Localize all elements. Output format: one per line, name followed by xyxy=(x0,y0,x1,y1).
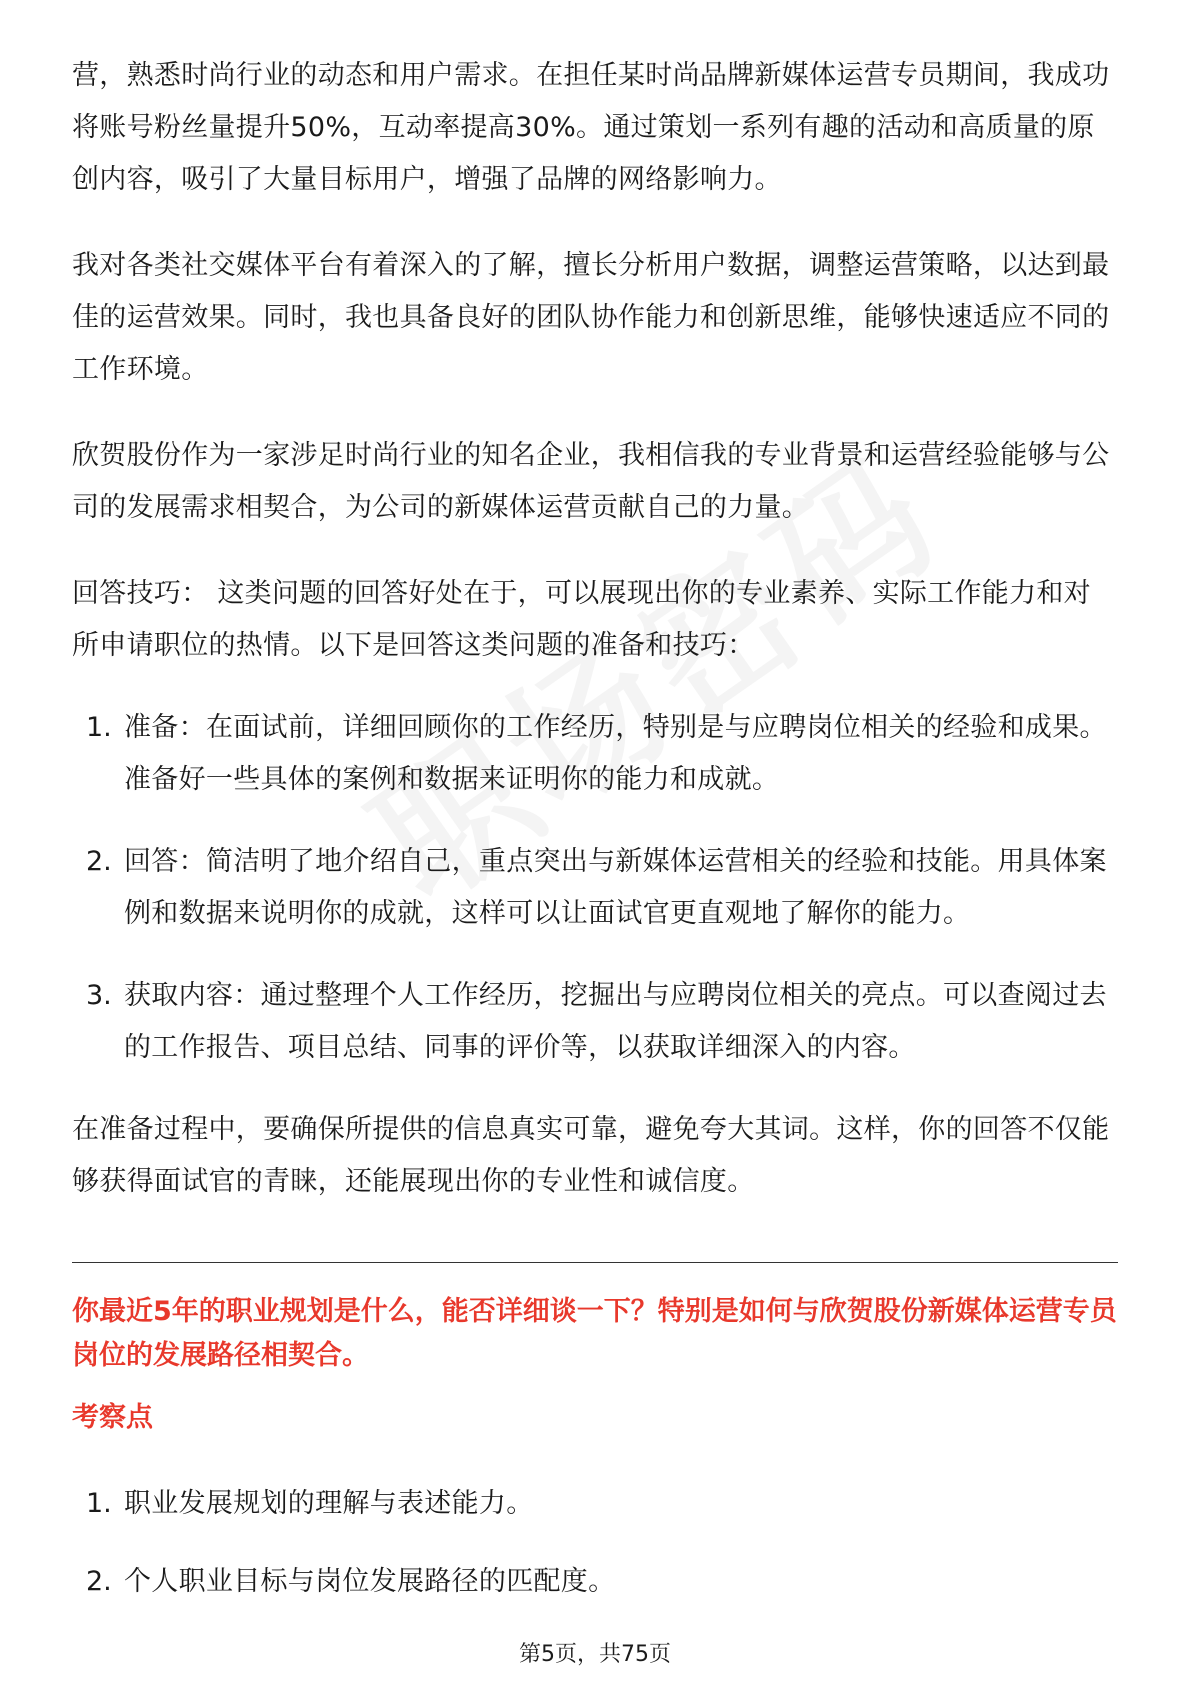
list-item-text: 准备：在面试前，详细回顾你的工作经历，特别是与应聘岗位相关的经验和成果。准备好一些具体的案例和数据来证明你的能力和成就。 xyxy=(124,712,1107,795)
list-number: 1. xyxy=(86,1488,112,1519)
page-footer: 第5页，共75页 xyxy=(519,1642,671,1667)
list-number: 2. xyxy=(86,1566,112,1597)
list-item-text: 回答：简洁明了地介绍自己，重点突出与新媒体运营相关的经验和技能。用具体案例和数据来说明你的成就，这样可以让面试官更直观地了解你的能力。 xyxy=(124,846,1107,929)
list-number: 3. xyxy=(86,980,112,1011)
paragraph-company-fit: 欣贺股份作为一家涉足时尚行业的知名企业，我相信我的专业背景和运营经验能够与公司的发展需求相契合，为公司的新媒体运营贡献自己的力量。 xyxy=(72,440,1110,523)
section-divider xyxy=(72,1262,1118,1263)
list-number: 2. xyxy=(86,846,112,877)
list-item-text: 获取内容：通过整理个人工作经历，挖掘出与应聘岗位相关的亮点。可以查阅过去的工作报告、项目总结、同事的评价等，以获取详细深入的内容。 xyxy=(124,980,1107,1063)
paragraph-skills: 我对各类社交媒体平台有着深入的了解，擅长分析用户数据，调整运营策略，以达到最佳的运营效果。同时，我也具备良好的团队协作能力和创新思维，能够快速适应不同的工作环境。 xyxy=(72,250,1110,385)
paragraph-conclusion: 在准备过程中，要确保所提供的信息真实可靠，避免夸大其词。这样，你的回答不仅能够获得面试官的青睐，还能展现出你的专业性和诚信度。 xyxy=(72,1114,1110,1197)
list-item-text: 个人职业目标与岗位发展路径的匹配度。 xyxy=(124,1566,616,1597)
interview-question: 你最近5年的职业规划是什么，能否详细谈一下？特别是如何与欣贺股份新媒体运营专员岗位的发展路径相契合。 xyxy=(72,1296,1117,1371)
document-page xyxy=(72,0,1118,1684)
paragraph-answer-tips: 回答技巧： 这类问题的回答好处在于，可以展现出你的专业素养、实际工作能力和对所申请职位的热情。以下是回答这类问题的准备和技巧： xyxy=(72,578,1091,661)
section-title: 考察点 xyxy=(72,1402,153,1433)
list-number: 1. xyxy=(86,712,112,743)
paragraph-intro-continued: 营，熟悉时尚行业的动态和用户需求。在担任某时尚品牌新媒体运营专员期间，我成功将账号粉丝量提升50%，互动率提高30%。通过策划一系列有趣的活动和高质量的原创内容，吸引了大量目标用户，增强了品牌的网络影响力。 xyxy=(72,60,1110,195)
list-item-text: 职业发展规划的理解与表述能力。 xyxy=(124,1488,534,1519)
